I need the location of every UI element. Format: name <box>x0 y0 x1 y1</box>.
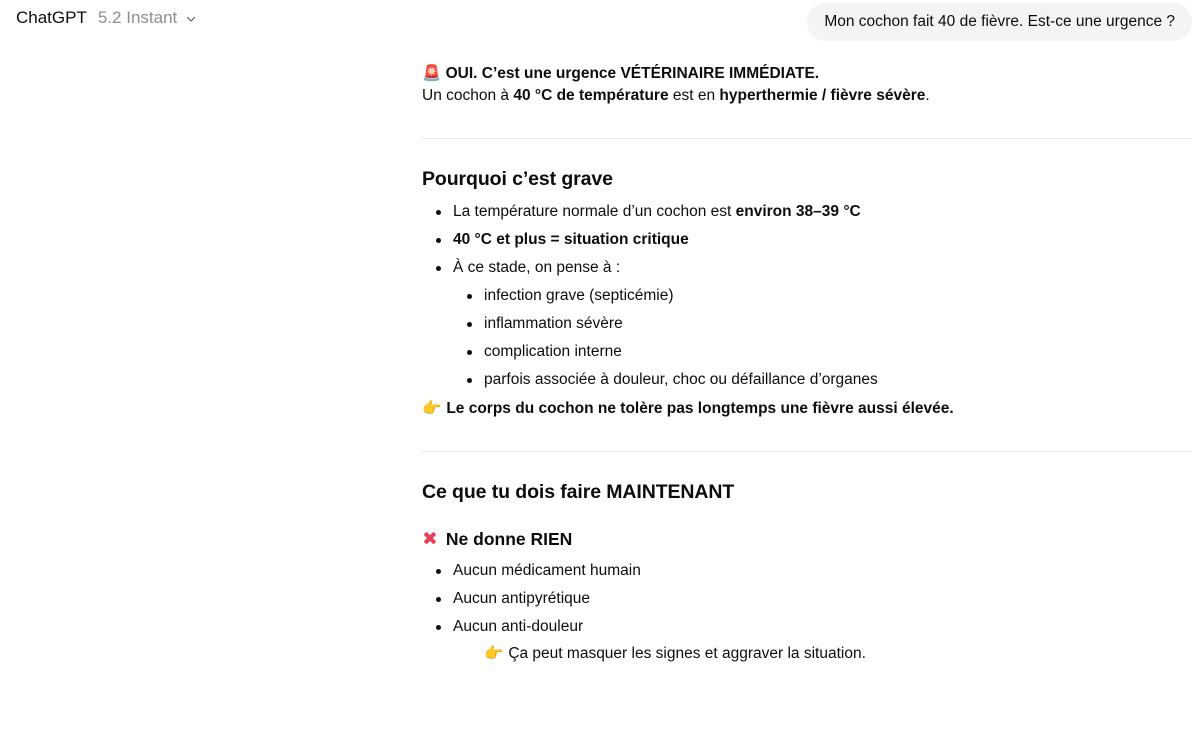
alert-siren-icon: 🚨 <box>422 64 442 82</box>
temperature-mid: est en <box>668 87 720 104</box>
temperature-paragraph <box>422 85 1192 107</box>
temperature-suffix: . <box>925 87 930 104</box>
list-item: complication interne <box>484 341 1192 363</box>
list-item: Aucun médicament humain <box>453 560 1192 582</box>
give-nothing-list <box>422 560 1192 665</box>
list-item: Aucun antipyrétique <box>453 588 1192 610</box>
list-item <box>453 257 1192 391</box>
section-heading-what-to-do: Ce que tu dois faire MAINTENANT <box>422 481 735 503</box>
temperature-prefix: Un cochon à <box>422 87 514 104</box>
list-item-prefix: À ce stade, on pense à : <box>453 259 621 276</box>
list-item <box>453 616 1192 665</box>
list-item: parfois associée à douleur, choc ou défaillance d’organes <box>484 369 1192 391</box>
section-divider <box>422 138 1192 139</box>
list-item <box>453 229 1192 251</box>
assistant-message <box>422 62 1192 671</box>
section-heading-why-serious: Pourquoi c’est grave <box>422 168 613 190</box>
give-nothing-note-text: Ça peut masquer les signes et aggraver la situation. <box>508 645 866 662</box>
model-name-label: ChatGPT <box>16 8 87 27</box>
why-serious-note <box>422 397 1192 420</box>
temperature-bold-value: 40 °C de température <box>513 87 669 104</box>
list-item-label: Aucun anti-douleur <box>453 618 584 635</box>
chevron-down-icon <box>185 13 197 25</box>
model-switcher-button[interactable] <box>14 6 199 30</box>
cross-mark-icon: ✖ <box>422 527 438 550</box>
list-item <box>453 201 1192 223</box>
section-divider <box>422 451 1192 452</box>
alert-lead-paragraph <box>422 62 1192 85</box>
pointing-finger-icon: 👉 <box>422 399 442 417</box>
why-serious-list <box>422 201 1192 391</box>
model-variant-label: 5.2 Instant <box>97 8 178 27</box>
temperature-bold-condition: hyperthermie / fièvre sévère <box>719 87 926 104</box>
list-item: inflammation sévère <box>484 313 1192 335</box>
why-serious-note-text: Le corps du cochon ne tolère pas longtemps une fièvre aussi élevée. <box>446 400 954 417</box>
list-item: infection grave (septicémie) <box>484 285 1192 307</box>
alert-lead-text: OUI. C’est une urgence VÉTÉRINAIRE IMMÉDIATE. <box>445 65 820 82</box>
subheading-give-nothing <box>422 527 1192 551</box>
subheading-label: Ne donne RIEN <box>445 529 573 549</box>
list-item-bold: environ 38–39 °C <box>735 203 861 220</box>
assistant-message-body <box>422 62 1192 665</box>
top-bar <box>0 0 1204 44</box>
pointing-finger-icon: 👉 <box>484 644 504 662</box>
give-nothing-note <box>453 642 1192 665</box>
user-message-bubble: Mon cochon fait 40 de fièvre. Est-ce une urgence ? <box>807 3 1192 41</box>
list-item-bold: 40 °C et plus = situation critique <box>453 231 689 248</box>
why-serious-sublist <box>453 285 1192 391</box>
user-message-container <box>807 3 1192 41</box>
list-item-prefix: La température normale d’un cochon est <box>453 203 736 220</box>
